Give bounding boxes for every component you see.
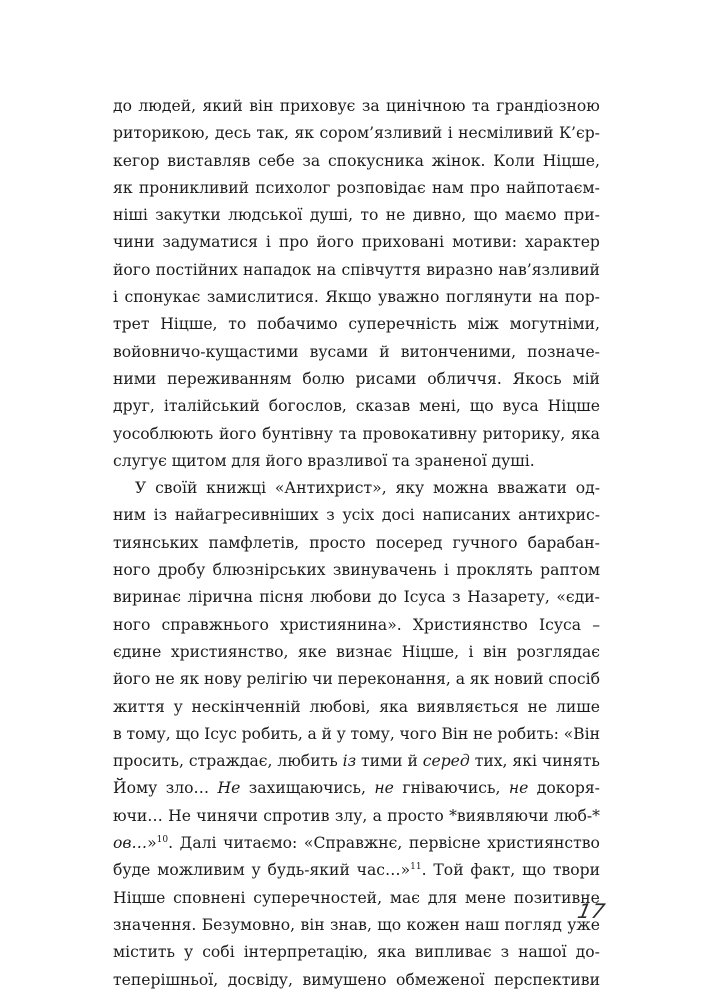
- text-line: його не як нову релігію чи переконання, а як новий спосіб: [113, 670, 600, 689]
- body-text: [113, 93, 600, 994]
- text-line: його постійних нападок на співчуття виразно нав’язливий: [113, 260, 600, 279]
- text-line: уособлюють його бунтівну та провокативну риторику, яка: [113, 424, 600, 443]
- text-line: У своїй книжці «Антихрист», яку можна вважати од-: [135, 479, 600, 498]
- text-line: ного дробу блюзнірських звинувачень і проклять раптом: [113, 561, 600, 580]
- text-line: ним із найагресивніших з усіх досі написаних антихрис-: [113, 506, 600, 525]
- text-line: просить, страждає, любить із тими й серед тих, які чинять: [113, 752, 600, 771]
- text-line: містить у собі інтерпретацію, яка випливає з нашої до-: [113, 943, 600, 962]
- text-line: життя у нескінченній любові, яка виявляється не лише: [113, 697, 600, 716]
- text-line: виринає лірична пісня любови до Ісуса з Назарету, «єди-: [113, 588, 600, 607]
- text-line: тиянських памфлетів, просто посеред гучного барабан-: [113, 533, 600, 552]
- text-line: і спонукає замислитися. Якщо уважно поглянути на пор-: [113, 288, 600, 307]
- text-line: єдине християнство, яке визнає Ніцше, і він розглядає: [113, 642, 600, 661]
- text-line: слугує щитом для його вразливої та зраненої душі.: [113, 451, 535, 470]
- text-line: теперішньої, досвіду, вимушено обмеженої перспективи: [113, 970, 600, 989]
- page-number: 17: [575, 899, 609, 923]
- text-line: як проникливий психолог розповідає нам про найпотаєм-: [113, 178, 600, 197]
- text-line: до людей, який він приховує за цинічною та грандіозною: [113, 97, 600, 115]
- text-line: Йому зло… Не захищаючись, не гніваючись, не докоря-: [113, 779, 600, 798]
- text-line: значення. Безумовно, він знав, що кожен наш погляд уже: [113, 915, 600, 934]
- text-line: буде можливим у будь-який час…»$^{11}$. Той факт, що твори: [113, 861, 600, 880]
- text-line: чини задуматися і про його приховані мотиви: характер: [113, 233, 600, 252]
- text-line: ного справжнього християнина». Християнство Ісуса –: [113, 615, 600, 634]
- text-line: ніші закутки людської душі, то не дивно, що маємо при-: [113, 206, 600, 225]
- text-line: кегор виставляв себе за спокусника жінок. Коли Ніцше,: [113, 151, 600, 170]
- text-line: войовничо-кущастими вусами й витонченими, позначе-: [113, 342, 600, 361]
- text-line: ючи… Не чинячи спротив злу, а просто *виявляючи люб-*: [113, 806, 600, 825]
- text-line: в тому, що Ісус робить, а й у тому, чого Він не робить: «Він: [113, 724, 600, 743]
- text-line: друг, італійський богослов, сказав мені, що вуса Ніцше: [113, 397, 600, 416]
- text-line: Ніцше сповнені суперечностей, має для мене позитивне: [113, 888, 600, 907]
- text-line: ними переживанням болю рисами обличчя. Якось мій: [113, 369, 600, 388]
- text-line: риторикою, десь так, як сором’язливий і несміливий К’єр-: [113, 124, 600, 143]
- text-line: ов…»$^{10}$. Далі читаємо: «Справжнє, первісне християнство: [113, 834, 600, 853]
- text-line: трет Ніцше, то побачимо суперечність між могутніми,: [113, 315, 600, 334]
